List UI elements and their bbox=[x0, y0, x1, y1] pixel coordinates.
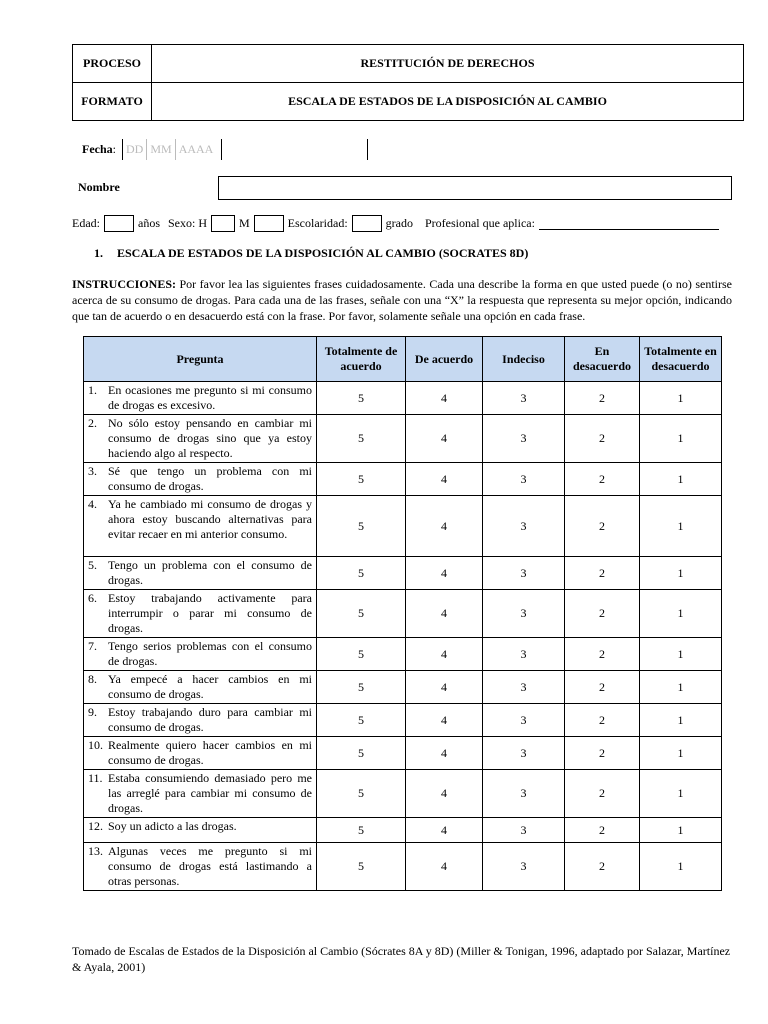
answer-option-cell[interactable]: 2 bbox=[565, 818, 640, 843]
answer-option-cell[interactable]: 2 bbox=[565, 382, 640, 415]
formato-value: ESCALA DE ESTADOS DE LA DISPOSICIÓN AL CAMBIO bbox=[152, 83, 744, 121]
date-day-field[interactable]: DD bbox=[122, 139, 146, 160]
answer-option-cell[interactable]: 4 bbox=[406, 496, 483, 557]
answer-option-cell[interactable]: 5 bbox=[317, 737, 406, 770]
table-row bbox=[84, 818, 722, 843]
question-text: Tengo un problema con el consumo de drogas. bbox=[108, 558, 312, 587]
answer-option-cell[interactable]: 3 bbox=[483, 382, 565, 415]
table-row bbox=[84, 463, 722, 496]
question-text: Sé que tengo un problema con mi consumo de drogas. bbox=[108, 464, 312, 493]
answer-option-cell[interactable]: 2 bbox=[565, 671, 640, 704]
answer-option-cell[interactable]: 4 bbox=[406, 818, 483, 843]
answer-option-cell[interactable]: 4 bbox=[406, 463, 483, 496]
escolaridad-label: Escolaridad: bbox=[287, 216, 348, 230]
fecha-row: Fecha : DD MM AAAA bbox=[82, 139, 222, 160]
question-number: 10. bbox=[88, 738, 103, 752]
proceso-value: RESTITUCIÓN DE DERECHOS bbox=[152, 45, 744, 83]
sexo-m-field[interactable] bbox=[254, 215, 284, 232]
answer-option-cell[interactable]: 5 bbox=[317, 843, 406, 891]
instructions-text: Por favor lea las siguientes frases cuidadosamente. Cada una describe la forma en que usted puede (o no) sentirse acerca de su consumo de drogas. Para cada una de las frases, señale con una “X” la respuesta que representa su mejor opción, indicando que tan de acuerdo o en desacuerdo está con la frase. Por favor, solamente señale una opción en cada frase. bbox=[72, 277, 732, 323]
answer-option-cell[interactable]: 5 bbox=[317, 463, 406, 496]
answer-option-cell[interactable]: 5 bbox=[317, 590, 406, 638]
answer-option-cell[interactable]: 4 bbox=[406, 415, 483, 463]
section-title bbox=[94, 246, 528, 261]
answer-option-cell[interactable]: 2 bbox=[565, 590, 640, 638]
answer-option-cell[interactable]: 2 bbox=[565, 843, 640, 891]
answer-option-cell[interactable]: 1 bbox=[640, 843, 722, 891]
table-row bbox=[84, 737, 722, 770]
answer-option-cell[interactable]: 2 bbox=[565, 638, 640, 671]
table-row bbox=[84, 770, 722, 818]
question-number: 12. bbox=[88, 819, 103, 833]
answer-option-cell[interactable]: 1 bbox=[640, 818, 722, 843]
answer-option-cell[interactable]: 5 bbox=[317, 557, 406, 590]
answer-option-cell[interactable]: 3 bbox=[483, 671, 565, 704]
date-field[interactable] bbox=[122, 139, 222, 160]
answer-option-cell[interactable]: 2 bbox=[565, 770, 640, 818]
question-text: Tengo serios problemas con el consumo de drogas. bbox=[108, 639, 312, 668]
answer-option-cell[interactable]: 2 bbox=[565, 557, 640, 590]
answer-option-cell[interactable]: 3 bbox=[483, 415, 565, 463]
question-text: No sólo estoy pensando en cambiar mi consumo de drogas sino que ya estoy haciendo algo al respecto. bbox=[108, 416, 312, 460]
question-text: En ocasiones me pregunto si mi consumo de drogas es excesivo. bbox=[108, 383, 312, 412]
table-row bbox=[84, 382, 722, 415]
question-number: 1. bbox=[88, 383, 97, 397]
answer-option-cell[interactable]: 2 bbox=[565, 415, 640, 463]
question-number: 4. bbox=[88, 497, 97, 511]
table-row bbox=[84, 704, 722, 737]
sexo-h-label: Sexo: H bbox=[168, 216, 207, 230]
answer-option-cell[interactable]: 2 bbox=[565, 463, 640, 496]
table-row bbox=[84, 638, 722, 671]
question-cell bbox=[84, 496, 317, 557]
header-totalmente-de-acuerdo: Totalmente de acuerdo bbox=[317, 337, 406, 382]
question-cell bbox=[84, 415, 317, 463]
answer-option-cell[interactable]: 1 bbox=[640, 415, 722, 463]
escolaridad-field[interactable] bbox=[352, 215, 382, 232]
question-number: 2. bbox=[88, 416, 97, 430]
question-number: 3. bbox=[88, 464, 97, 478]
answer-option-cell[interactable]: 3 bbox=[483, 770, 565, 818]
table-header-row bbox=[84, 337, 722, 382]
answer-option-cell[interactable]: 3 bbox=[483, 463, 565, 496]
answer-option-cell[interactable]: 2 bbox=[565, 737, 640, 770]
answer-option-cell[interactable]: 3 bbox=[483, 737, 565, 770]
table-row bbox=[84, 557, 722, 590]
answer-option-cell[interactable]: 2 bbox=[565, 496, 640, 557]
answer-option-cell[interactable]: 1 bbox=[640, 496, 722, 557]
answer-option-cell[interactable]: 3 bbox=[483, 590, 565, 638]
nombre-field[interactable] bbox=[218, 176, 732, 200]
section-number: 1. bbox=[94, 246, 103, 260]
answer-option-cell[interactable]: 5 bbox=[317, 704, 406, 737]
answer-option-cell[interactable]: 3 bbox=[483, 496, 565, 557]
edad-field[interactable] bbox=[104, 215, 134, 232]
formato-label: FORMATO bbox=[73, 83, 152, 121]
question-cell bbox=[84, 463, 317, 496]
answer-option-cell[interactable]: 4 bbox=[406, 737, 483, 770]
answer-option-cell[interactable]: 3 bbox=[483, 818, 565, 843]
question-text: Estaba consumiendo demasiado pero me las arreglé para cambiar mi consumo de drogas. bbox=[108, 771, 312, 815]
table-row bbox=[84, 843, 722, 891]
table-row bbox=[84, 590, 722, 638]
sexo-m-label: M bbox=[239, 216, 250, 230]
instructions-label: INSTRUCCIONES: bbox=[72, 277, 177, 291]
answer-option-cell[interactable]: 5 bbox=[317, 671, 406, 704]
answer-option-cell[interactable]: 1 bbox=[640, 638, 722, 671]
datos-row bbox=[72, 215, 719, 232]
table-row bbox=[84, 671, 722, 704]
answer-option-cell[interactable]: 1 bbox=[640, 463, 722, 496]
instructions bbox=[72, 276, 732, 324]
answer-option-cell[interactable]: 5 bbox=[317, 770, 406, 818]
sexo-h-field[interactable] bbox=[211, 215, 235, 232]
question-cell bbox=[84, 590, 317, 638]
date-month-field[interactable]: MM bbox=[146, 139, 174, 160]
scale-table bbox=[83, 336, 722, 891]
header-indeciso: Indeciso bbox=[483, 337, 565, 382]
question-text: Soy un adicto a las drogas. bbox=[108, 819, 237, 833]
anos-label: años bbox=[138, 216, 160, 230]
answer-option-cell[interactable]: 4 bbox=[406, 557, 483, 590]
question-cell bbox=[84, 382, 317, 415]
answer-option-cell[interactable]: 1 bbox=[640, 557, 722, 590]
question-cell bbox=[84, 638, 317, 671]
answer-option-cell[interactable]: 1 bbox=[640, 704, 722, 737]
profesional-field[interactable] bbox=[539, 217, 719, 230]
fecha-label: Fecha bbox=[82, 142, 113, 156]
grado-label: grado bbox=[385, 216, 413, 230]
question-text: Estoy trabajando activamente para interrumpir o parar mi consumo de drogas. bbox=[108, 591, 312, 635]
question-text: Algunas veces me pregunto si mi consumo de drogas está lastimando a otras personas. bbox=[108, 844, 312, 888]
footer-citation: Tomado de Escalas de Estados de la Disposición al Cambio (Sócrates 8A y 8D) (Miller & Tonigan, 1996, adaptado por Salazar, Martínez & Ayala, 2001) bbox=[72, 944, 731, 974]
answer-option-cell[interactable]: 5 bbox=[317, 638, 406, 671]
question-number: 11. bbox=[88, 771, 103, 785]
question-number: 7. bbox=[88, 639, 97, 653]
answer-option-cell[interactable]: 4 bbox=[406, 770, 483, 818]
question-cell bbox=[84, 770, 317, 818]
question-cell bbox=[84, 737, 317, 770]
header-de-acuerdo: De acuerdo bbox=[406, 337, 483, 382]
answer-option-cell[interactable]: 5 bbox=[317, 382, 406, 415]
question-cell bbox=[84, 557, 317, 590]
answer-option-cell[interactable]: 1 bbox=[640, 671, 722, 704]
answer-option-cell[interactable]: 3 bbox=[483, 638, 565, 671]
question-number: 9. bbox=[88, 705, 97, 719]
question-text: Ya he cambiado mi consumo de drogas y ahora estoy buscando alternativas para evitar recaer en mi anterior consumo. bbox=[108, 497, 312, 541]
answer-option-cell[interactable]: 3 bbox=[483, 557, 565, 590]
question-number: 6. bbox=[88, 591, 97, 605]
answer-option-cell[interactable]: 2 bbox=[565, 704, 640, 737]
question-cell bbox=[84, 704, 317, 737]
table-row bbox=[84, 496, 722, 557]
answer-option-cell[interactable]: 4 bbox=[406, 671, 483, 704]
answer-option-cell[interactable]: 4 bbox=[406, 843, 483, 891]
question-cell bbox=[84, 843, 317, 891]
answer-option-cell[interactable]: 5 bbox=[317, 415, 406, 463]
header-pregunta: Pregunta bbox=[84, 337, 317, 382]
divider bbox=[367, 139, 368, 160]
question-text: Ya empecé a hacer cambios en mi consumo de drogas. bbox=[108, 672, 312, 701]
date-year-field[interactable]: AAAA bbox=[175, 139, 222, 160]
question-text: Realmente quiero hacer cambios en mi consumo de drogas. bbox=[108, 738, 312, 767]
proceso-label: PROCESO bbox=[73, 45, 152, 83]
answer-option-cell[interactable]: 4 bbox=[406, 590, 483, 638]
table-row bbox=[84, 415, 722, 463]
question-text: Estoy trabajando duro para cambiar mi consumo de drogas. bbox=[108, 705, 312, 734]
edad-label: Edad: bbox=[72, 216, 100, 230]
nombre-label: Nombre bbox=[78, 180, 120, 194]
answer-option-cell[interactable]: 1 bbox=[640, 770, 722, 818]
section-title-text: ESCALA DE ESTADOS DE LA DISPOSICIÓN AL CAMBIO (SOCRATES 8D) bbox=[117, 246, 529, 260]
question-cell bbox=[84, 818, 317, 843]
answer-option-cell[interactable]: 1 bbox=[640, 590, 722, 638]
answer-option-cell[interactable]: 5 bbox=[317, 496, 406, 557]
question-number: 5. bbox=[88, 558, 97, 572]
answer-option-cell[interactable]: 4 bbox=[406, 638, 483, 671]
answer-option-cell[interactable]: 5 bbox=[317, 818, 406, 843]
question-number: 8. bbox=[88, 672, 97, 686]
header-en-desacuerdo: En desacuerdo bbox=[565, 337, 640, 382]
profesional-label: Profesional que aplica: bbox=[424, 216, 535, 230]
header-table bbox=[72, 44, 744, 121]
question-cell bbox=[84, 671, 317, 704]
answer-option-cell[interactable]: 1 bbox=[640, 382, 722, 415]
answer-option-cell[interactable]: 3 bbox=[483, 843, 565, 891]
answer-option-cell[interactable]: 3 bbox=[483, 704, 565, 737]
answer-option-cell[interactable]: 4 bbox=[406, 382, 483, 415]
answer-option-cell[interactable]: 1 bbox=[640, 737, 722, 770]
question-number: 13. bbox=[88, 844, 103, 858]
header-totalmente-en-desacuerdo: Totalmente en desacuerdo bbox=[640, 337, 722, 382]
answer-option-cell[interactable]: 4 bbox=[406, 704, 483, 737]
